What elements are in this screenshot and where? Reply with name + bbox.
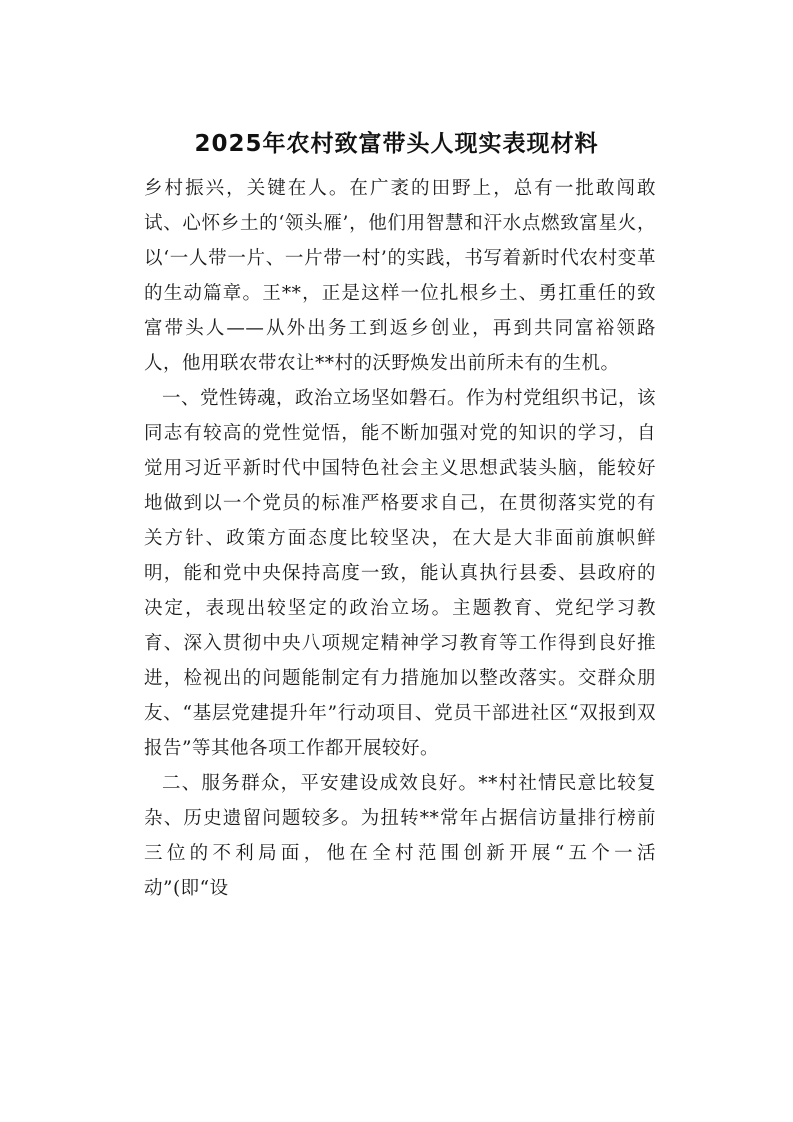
document-title: 2025年农村致富带头人现实表现材料 (194, 131, 599, 157)
document-body (144, 171, 656, 906)
paragraph-section-two: 二、服务群众，平安建设成效良好。**村社情民意比较复杂、历史遗留问题较多。为扭转**常年占据信访量排行榜前三位的不利局面，他在全村范围创新开展“五个一活动”(即“设 (144, 773, 656, 899)
paragraph-intro: 乡村振兴，关键在人。在广袤的田野上，总有一批敢闯敢试、心怀乡土的‘领头雁’，他们用智慧和汗水点燃致富星火，以‘一人带一片、一片带一村’的实践，书写着新时代农村变革的生动篇章。王**，正是这样一位扎根乡土、勇扛重任的致富带头人——从外出务工到返乡创业，再到共同富裕领路人，他用联农带农让**村的沃野焕发出前所未有的生机。 (144, 178, 656, 374)
paragraph-section-one: 一、党性铸魂，政治立场坚如磐石。作为村党组织书记，该同志有较高的党性觉悟，能不断加强对党的知识的学习，自觉用习近平新时代中国特色社会主义思想武装头脑，能较好地做到以一个党员的标准严格要求自己，在贯彻落实党的有关方针、政策方面态度比较坚决，在大是大非面前旗帜鲜明，能和党中央保持高度一致，能认真执行县委、县政府的决定，表现出较坚定的政治立场。主题教育、党纪学习教育、深入贯彻中央八项规定精神学习教育等工作得到良好推进，检视出的问题能制定有力措施加以整改落实。交群众朋友、“基层党建提升年”行动项目、党员干部进社区“双报到双报告”等其他各项工作都开展较好。 (144, 388, 657, 759)
